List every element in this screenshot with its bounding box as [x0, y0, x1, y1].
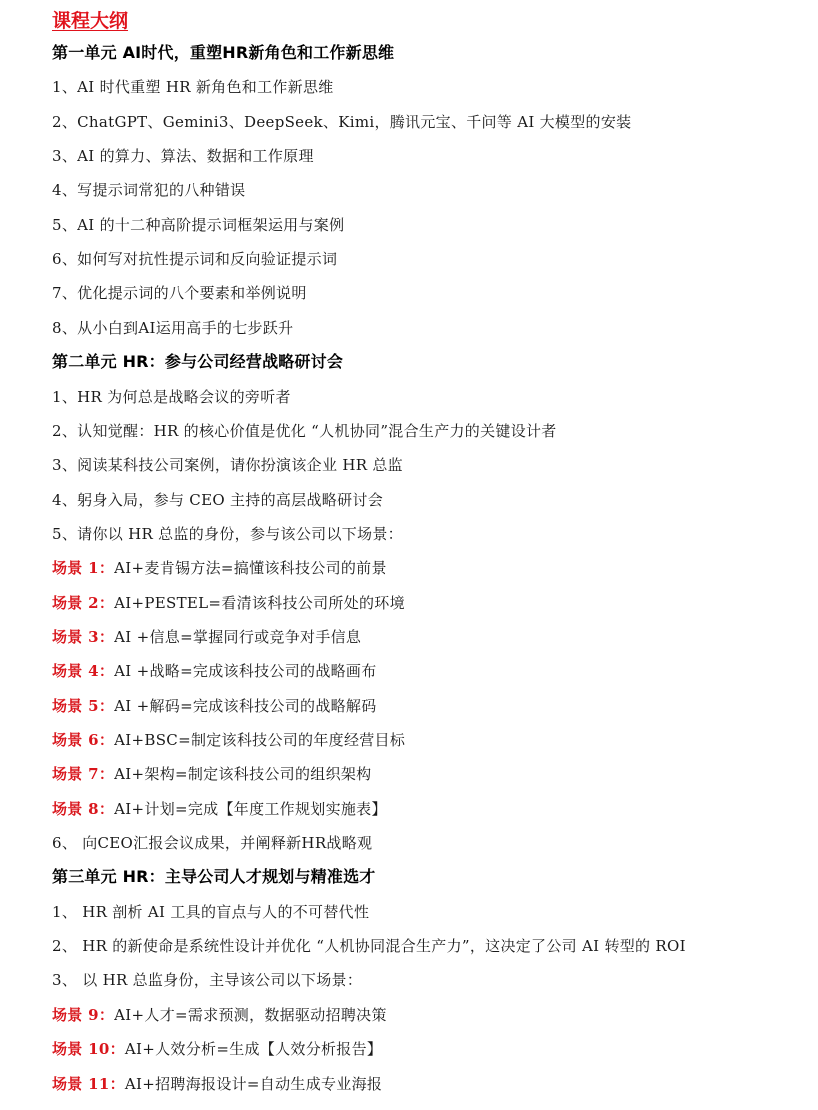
scene-item	[52, 762, 371, 786]
document-title: 课程大纲	[52, 10, 129, 32]
item-text: AI +信息=掌握同行或竞争对手信息	[114, 628, 362, 646]
outline-item	[52, 385, 291, 409]
outline-item	[52, 213, 344, 237]
scene-label: 场景 9：	[52, 1006, 115, 1024]
outline-item	[52, 488, 383, 512]
item-text: 4、躬身入局，参与 CEO 主持的高层战略研讨会	[52, 491, 384, 509]
scene-item	[52, 1072, 382, 1096]
item-text: 2、ChatGPT、Gemini3、DeepSeek、Kimi，腾讯元宝、千问等 AI 大模型的安装	[52, 113, 632, 131]
scene-item	[52, 694, 377, 718]
outline-item	[52, 419, 557, 443]
scene-label: 场景 1：	[52, 559, 115, 577]
scene-item	[52, 728, 405, 752]
scene-label: 场景 8：	[52, 800, 115, 818]
item-text: AI+BSC=制定该科技公司的年度经营目标	[114, 731, 406, 749]
scene-label: 场景 2：	[52, 594, 115, 612]
item-text: 3、 以 HR 总监身份，主导该公司以下场景：	[52, 971, 363, 989]
scene-label: 场景 6：	[52, 731, 115, 749]
scene-label: 场景 3：	[52, 628, 115, 646]
outline-item	[52, 110, 631, 134]
item-text: AI+麦肯锡方法=搞懂该科技公司的前景	[114, 559, 387, 577]
unit-heading: 第二单元 HR：参与公司经营战略研讨会	[52, 352, 344, 371]
item-text: 1、AI 时代重塑 HR 新角色和工作新思维	[52, 78, 334, 96]
scene-item	[52, 591, 405, 615]
scene-item	[52, 797, 387, 821]
item-text: AI +解码=完成该科技公司的战略解码	[114, 697, 377, 715]
outline-item	[52, 453, 403, 477]
item-text: AI+人才=需求预测，数据驱动招聘决策	[114, 1006, 387, 1024]
item-text: AI+人效分析=生成【人效分析报告】	[124, 1040, 383, 1058]
outline-item	[52, 900, 369, 924]
item-text: 1、 HR 剖析 AI 工具的盲点与人的不可替代性	[52, 903, 370, 921]
scene-label: 场景 5：	[52, 697, 115, 715]
scene-label: 场景 7：	[52, 765, 115, 783]
item-text: 7、优化提示词的八个要素和举例说明	[52, 284, 307, 302]
item-text: AI+PESTEL=看清该科技公司所处的环境	[114, 594, 405, 612]
item-text: 2、 HR 的新使命是系统性设计并优化 “人机协同混合生产力”，这决定了公司 AI 转型的 ROI	[52, 937, 686, 955]
item-text: 4、写提示词常犯的八种错误	[52, 181, 246, 199]
scene-label: 场景 11：	[52, 1075, 125, 1093]
scene-label: 场景 4：	[52, 662, 115, 680]
scene-item	[52, 556, 387, 580]
outline-item	[52, 934, 686, 958]
scene-item	[52, 1003, 387, 1027]
item-text: AI +战略=完成该科技公司的战略画布	[114, 662, 377, 680]
outline-item	[52, 316, 293, 340]
item-text: 5、请你以 HR 总监的身份，参与该公司以下场景：	[52, 525, 403, 543]
item-text: 3、阅读某科技公司案例，请你扮演该企业 HR 总监	[52, 456, 403, 474]
item-text: AI+计划=完成【年度工作规划实施表】	[114, 800, 387, 818]
outline-item	[52, 144, 314, 168]
scene-item	[52, 625, 361, 649]
scene-label: 场景 10：	[52, 1040, 125, 1058]
item-text: AI+架构=制定该科技公司的组织架构	[114, 765, 372, 783]
scene-item	[52, 1037, 382, 1061]
outline-item	[52, 247, 337, 271]
item-text: AI+招聘海报设计=自动生成专业海报	[124, 1075, 383, 1093]
item-text: 6、 向CEO汇报会议成果，并阐释新HR战略观	[52, 834, 373, 852]
scene-item	[52, 659, 377, 683]
item-text: 3、AI 的算力、算法、数据和工作原理	[52, 147, 314, 165]
item-text: 6、如何写对抗性提示词和反向验证提示词	[52, 250, 338, 268]
item-text: 2、认知觉醒：HR 的核心价值是优化 “人机协同”混合生产力的关键设计者	[52, 422, 557, 440]
outline-item	[52, 522, 403, 546]
item-text: 5、AI 的十二种高阶提示词框架运用与案例	[52, 216, 345, 234]
outline-item	[52, 968, 362, 992]
outline-item	[52, 75, 334, 99]
unit-heading: 第一单元 AI时代，重塑HR新角色和工作新思维	[52, 43, 395, 62]
item-text: 1、HR 为何总是战略会议的旁听者	[52, 388, 291, 406]
item-text: 8、从小白到AI运用高手的七步跃升	[52, 319, 294, 337]
outline-item	[52, 831, 372, 855]
outline-item	[52, 178, 245, 202]
outline-item	[52, 281, 307, 305]
unit-heading: 第三单元 HR：主导公司人才规划与精准选才	[52, 867, 376, 886]
